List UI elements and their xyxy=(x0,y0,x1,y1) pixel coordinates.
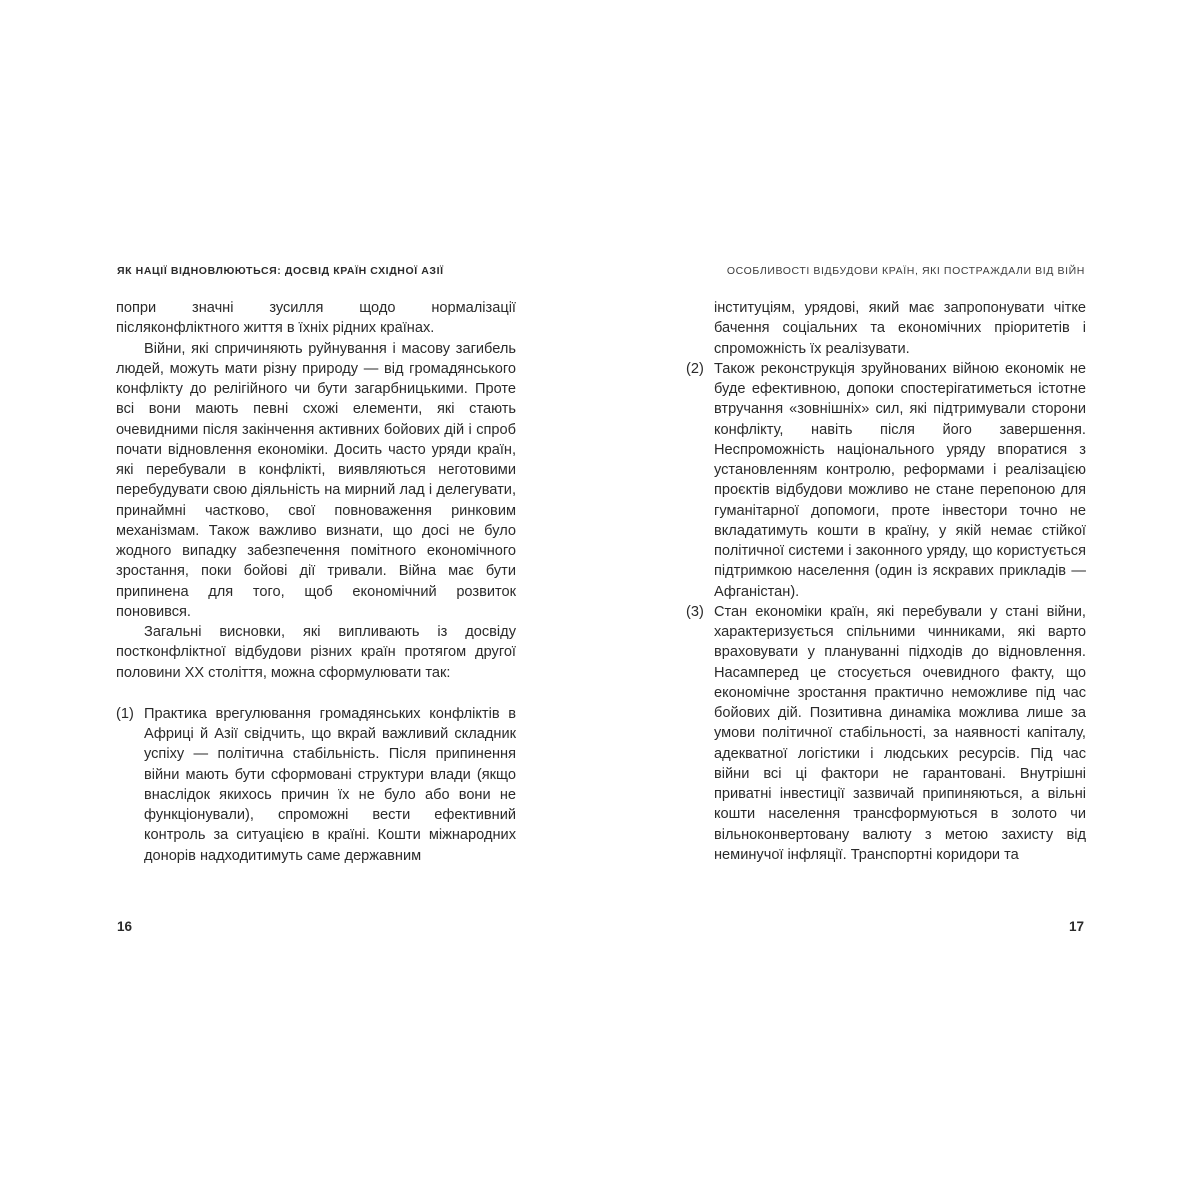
numbered-item-2 xyxy=(686,359,1086,602)
paragraph-wars: Війни, які спричиняють руйнування і масову загибель людей, можуть мати різну природу — від громадянського конфлікту до релігійного чи бути загарбницькими. Проте всі вони мають певні схожі елементи, які стають очевидними після закінчення активних бойових дій і спроб почати відновлення економіки. Досить часто уряди країн, які перебували в конфлікті, виявляються неготовими перебудувати свою діяльність на мирний лад і делегувати, принаймні частково, свої повноваження ринковим механізмам. Також важливо визнати, що досі не було жодного випадку забезпечення помітного економічного зростання, поки бойові дії тривали. Війна має бути припинена для того, щоб економічний розвиток поновився. xyxy=(116,340,516,620)
item-text: Практика врегулювання громадянських конфліктів в Африці й Азії свідчить, що вкрай важливий складник успіху — політична стабільність. Після припинення війни мають бути сформовані структури влади (якщо внаслідок якихось причин їх не було або вони не функціонували), спроможні вести ефективний контроль за ситуацією в країні. Кошти міжнародних донорів надходитимуть саме державним xyxy=(144,705,516,864)
running-head: ЯК НАЦІЇ ВІДНОВЛЮЮТЬСЯ: ДОСВІД КРАЇН СХІДНОЇ АЗІЇ xyxy=(117,265,444,277)
page-body xyxy=(686,298,1086,865)
numbered-item-1-continued xyxy=(686,298,1086,359)
right-page xyxy=(600,0,1200,1200)
page-number: 16 xyxy=(117,919,133,934)
paragraph-conclusions: Загальні висновки, які випливають із досвіду постконфліктної відбудови різних країн протягом другої половини XX століття, можна сформулювати так: xyxy=(116,624,516,681)
item-number: (1) xyxy=(116,705,134,722)
numbered-item-3 xyxy=(686,602,1086,865)
page-number: 17 xyxy=(1068,919,1084,934)
item-text: Також реконструкція зруйнованих війною економік не буде ефективною, допоки спостерігатиметься істотне втручання «зовнішніх» сил, які підтримували сторони конфлікту, навіть після його завершення. Неспроможність національного уряду впоратися з установленням контролю, реформами і реалізацією проєктів відбудови можливо не стане перепоною для гуманітарної допомоги, проте інвестори точно не вкладатимуть кошти в країну, у якій немає стійкої політичної системи і законного уряду, що користується підтримкою населення (один із яскравих прикладів — Афганістан). xyxy=(714,360,1086,600)
item-number: (2) xyxy=(686,360,704,377)
item-text: інституціям, урядові, який має запропонувати чітке бачення соціальних та економічних пріоритетів і спроможність їх реалізувати. xyxy=(714,300,1086,357)
running-head: ОСОБЛИВОСТІ ВІДБУДОВИ КРАЇН, ЯКІ ПОСТРАЖДАЛИ ВІД ВІЙН xyxy=(726,265,1085,277)
numbered-item-1 xyxy=(116,704,516,866)
page-body xyxy=(116,298,516,866)
item-number: (3) xyxy=(686,603,704,620)
item-text: Стан економіки країн, які перебували у стані війни, характеризується спільними чинниками, які варто враховувати у плануванні підходів до відновлення. Насамперед це стосується очевидного факту, що економічне зростання практично неможливе під час бойових дій. Позитивна динаміка можлива лише за умови політичної стабільності, за наявності капіталу, адекватної логістики і людських ресурсів. Під час війни всі ці фактори не гарантовані. Внутрішні приватні інвестиції зазвичай припиняються, а вільні кошти населення трансформуються в золото чи вільноконвертовану валюту з метою захисту від неминучої інфляції. Транспортні коридори та xyxy=(714,603,1086,863)
paragraph-continued: попри значні зусилля щодо нормалізації післяконфліктного життя в їхніх рідних країнах. xyxy=(116,300,516,337)
